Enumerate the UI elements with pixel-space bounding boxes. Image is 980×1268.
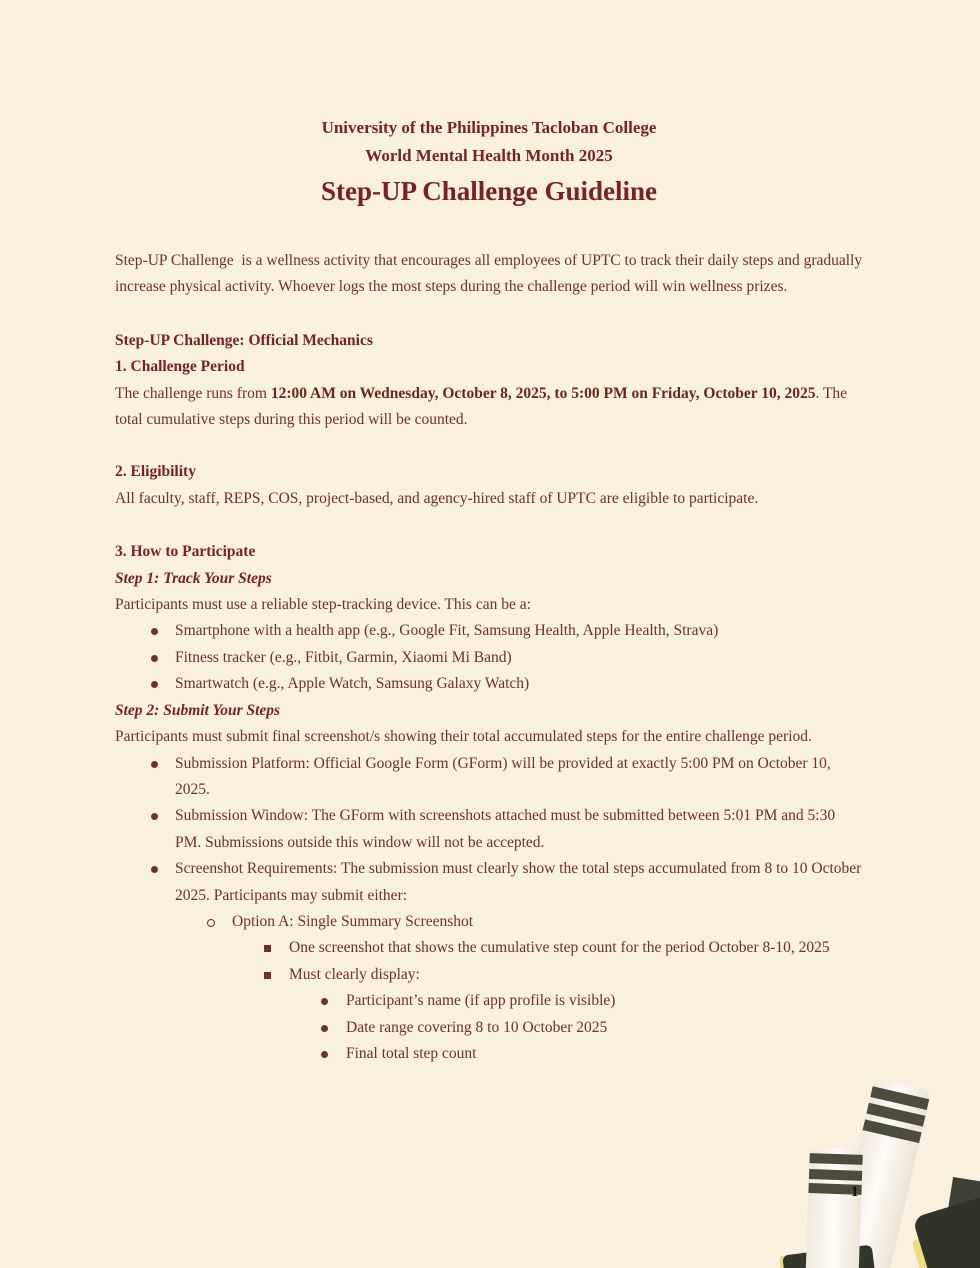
submission-list-item-text: Submission Window: The GForm with screenshots attached must be submitted between 5:01 PM and 5:30 PM. Submissions outside this window will not be accepted. [175,807,836,851]
bullet-dot-icon [151,866,158,873]
submission-list-item-text: Screenshot Requirements: The submission must clearly show the total steps accumulated from 8 to 10 October 2025. Participants may submit either: [175,860,862,904]
sock-stripe [809,1153,862,1165]
bullet-square-icon [264,945,271,952]
challenge-period-text-before: The challenge runs from [115,384,271,402]
display-requirement-item [115,988,863,1014]
display-requirement-text: Participant’s name (if app profile is visible) [346,992,616,1010]
submission-list-item [115,751,863,804]
option-a-sub-item [115,962,863,988]
option-a-list-item [115,909,863,935]
page-number: 1 [851,1184,859,1200]
page-title: Step-UP Challenge Guideline [320,176,658,206]
challenge-period-dates: 12:00 AM on Wednesday, October 8, 2025, to 5:00 PM on Friday, October 10, 2025 [270,384,816,402]
bullet-dot-icon [321,998,328,1005]
eligibility-paragraph: All faculty, staff, REPS, COS, project-based, and agency-hired staff of UPTC are eligible to participate. [115,489,759,507]
section-heading-participate: 3. How to Participate [115,543,256,561]
step1-lead: Participants must use a reliable step-tracking device. This can be a: [115,596,531,614]
document-body [115,114,866,1067]
display-requirement-text: Final total step count [346,1044,477,1062]
display-requirement-text: Date range covering 8 to 10 October 2025 [346,1018,608,1036]
bullet-dot-icon [151,628,158,635]
display-requirement-item [115,1015,863,1041]
socks-photo-image [780,1040,980,1268]
challenge-period-paragraph [115,381,863,434]
bullet-square-icon [264,972,271,979]
device-list-item [115,618,863,644]
section-heading-eligibility: 2. Eligibility [115,463,196,481]
tube-sock-left [805,1147,863,1268]
step2-lead: Participants must submit final screenshot/s showing their total accumulated steps for the entire challenge period. [115,728,812,746]
bullet-dot-icon [151,761,158,768]
sock-stripe [809,1169,862,1181]
bullet-circle-icon [207,919,215,927]
device-list-item-text: Fitness tracker (e.g., Fitbit, Garmin, Xiaomi Mi Band) [175,648,512,666]
step1-heading: Step 1: Track Your Steps [115,569,272,587]
device-list-item-text: Smartphone with a health app (e.g., Google Fit, Samsung Health, Apple Health, Strava) [175,622,719,640]
submission-list-item [115,856,863,909]
bullet-dot-icon [321,1051,328,1058]
bullet-dot-icon [321,1025,328,1032]
device-list-item [115,671,863,697]
bullet-dot-icon [151,655,158,662]
submission-list-item [115,803,863,856]
doc-header-line1: University of the Philippines Tacloban College [321,118,657,137]
doc-header-line2: World Mental Health Month 2025 [365,146,613,165]
display-requirement-item [115,1041,863,1067]
challenge-period-text-after: . The total cumulative steps during this period will be counted. [115,384,848,429]
bullet-dot-icon [151,813,158,820]
device-list-item-text: Smartwatch (e.g., Apple Watch, Samsung Galaxy Watch) [175,675,530,693]
bullet-dot-icon [151,681,158,688]
section-heading-challenge-period: 1. Challenge Period [115,358,245,376]
device-list-item [115,645,863,671]
submission-list-item-text: Submission Platform: Official Google Form (GForm) will be provided at exactly 5:00 PM on October 10, 2025. [175,754,831,798]
intro-paragraph: Step-UP Challenge is a wellness activity that encourages all employees of UPTC to track their daily steps and gradually increase physical activity. Whoever logs the most steps during the challenge period will win wellness prizes. [115,252,866,296]
option-a-sub-item-text: Must clearly display: [289,965,420,983]
step2-heading: Step 2: Submit Your Steps [115,701,281,719]
option-a-label: Option A: Single Summary Screenshot [232,912,474,930]
option-a-sub-item-text: One screenshot that shows the cumulative step count for the period October 8-10, 2025 [289,939,830,957]
section-heading-mechanics: Step-UP Challenge: Official Mechanics [115,331,373,349]
option-a-sub-item [115,935,863,961]
